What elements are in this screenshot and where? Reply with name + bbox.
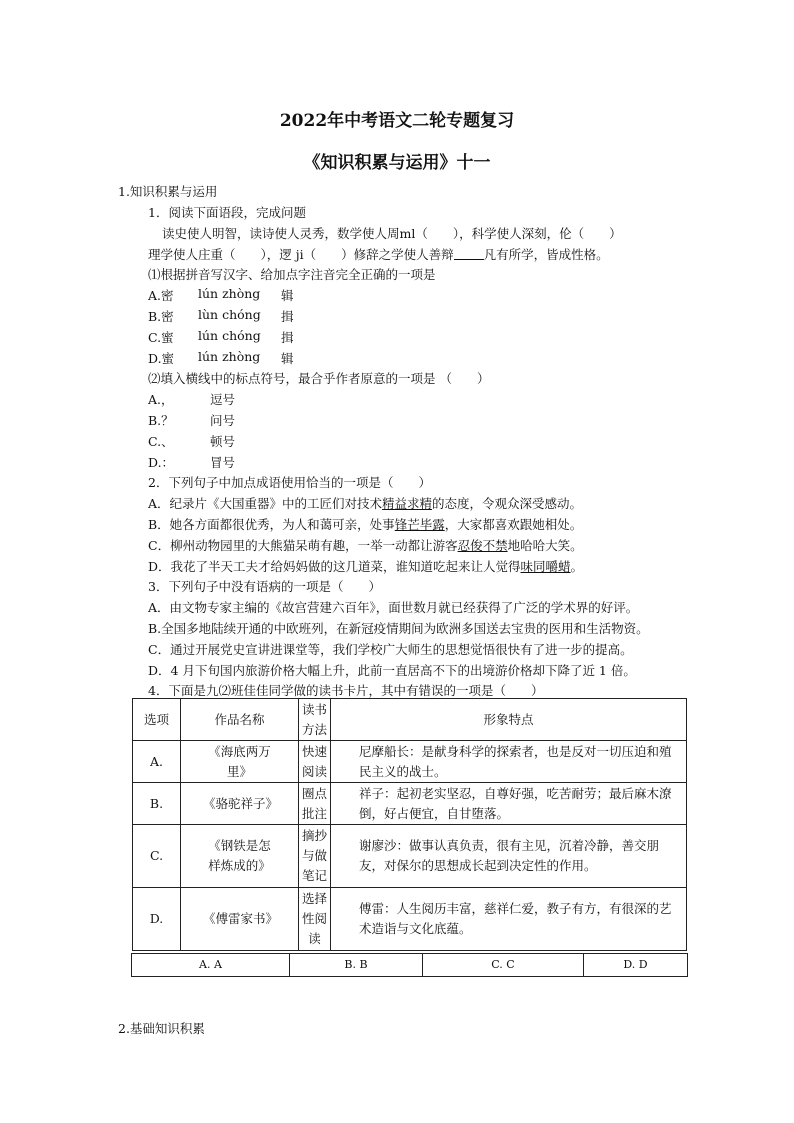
cell-traits: 谢廖沙：做事认真负责，很有主见，沉着冷静，善交朋友，对保尔的思想成长起到决定性的作用。 — [331, 825, 687, 888]
idiom: 味同嚼蜡 — [520, 559, 571, 574]
option-letter: D.： — [148, 455, 175, 470]
header-title: 作品名称 — [181, 699, 299, 741]
option-letter: C.、 — [148, 434, 174, 449]
section-heading-1: 1.知识积累与运用 — [118, 184, 218, 199]
q1-sub1-option — [148, 328, 294, 346]
q2-option-d — [148, 557, 583, 575]
section-heading-2: 2.基础知识积累 — [118, 1021, 205, 1036]
q3-option-d: D．4 月下旬国内旅游价格大幅上升，此前一直居高不下的出境游价格却下降了近 1 倍。 — [148, 663, 636, 678]
option-letter: B.？ — [148, 413, 174, 428]
cell-option: A. — [133, 741, 181, 783]
q1-paragraph-line2-a: 理学使人庄重（ ），逻 ji（ ）修辞之学使人善辩 — [148, 247, 454, 262]
table-row — [133, 783, 687, 825]
option-char: 揖 — [281, 309, 294, 324]
option-char: 辑 — [281, 288, 294, 303]
q2-stem: 2．下列句子中加点成语使用恰当的一项是（ ） — [148, 475, 431, 490]
table-row — [133, 741, 687, 783]
option-text: B．她各方面都很优秀，为人和蔼可亲，处事 — [148, 517, 395, 532]
idiom: 精益求精 — [382, 496, 433, 511]
q1-stem: 1．阅读下面语段，完成问题 — [148, 205, 306, 220]
option-text: ，大家都喜欢跟她相处。 — [444, 517, 583, 532]
q1-sub1: ⑴根据拼音写汉字、给加点字注音完全正确的一项是 — [148, 267, 436, 282]
option-letter: A.密 — [148, 288, 174, 303]
header-method: 读书方法 — [299, 699, 331, 741]
cell-option: B. — [133, 783, 181, 825]
option-pinyin: lún zhòng — [198, 349, 261, 364]
answer-option-d[interactable]: D. D — [584, 954, 688, 977]
q1-sub2-option — [148, 432, 236, 450]
option-pinyin: lùn chóng — [198, 307, 261, 322]
q1-paragraph-line1: 读史使人明智，读诗使人灵秀，数学使人周ml（ ），科学使人深刻，伦（ ） — [162, 226, 622, 241]
header-option: 选项 — [133, 699, 181, 741]
q3-option-a: A．由文物专家主编的《故宫营建六百年》，面世数月就已经获得了广泛的学术界的好评。 — [148, 600, 639, 615]
option-label: 逗号 — [210, 392, 236, 407]
option-text: A．纪录片《大国重器》中的工匠们对技术 — [148, 496, 383, 511]
q4-stem: 4．下面是九⑵班佳佳同学做的读书卡片，其中有错误的一项是（ ） — [148, 683, 544, 698]
page-title: 2022年中考语文二轮专题复习 — [279, 111, 515, 131]
q2-option-b — [148, 515, 582, 533]
q1-sub2-option — [148, 390, 236, 408]
punctuation-blank — [454, 247, 484, 260]
option-label: 冒号 — [210, 455, 236, 470]
cell-method: 摘抄与做笔记 — [299, 825, 331, 888]
cell-option: D. — [133, 888, 181, 951]
cell-title: 《傅雷家书》 — [181, 888, 299, 951]
idiom: 忍俊不禁 — [457, 538, 508, 553]
cell-traits: 祥子：起初老实坚忍，自尊好强，吃苦耐劳；最后麻木潦倒，好占便宜，自甘堕落。 — [331, 783, 687, 825]
option-letter: A.， — [148, 392, 174, 407]
q1-sub2-option — [148, 453, 236, 471]
cell-title: 《钢铁是怎样炼成的》 — [181, 825, 299, 888]
answer-option-c[interactable]: C. C — [423, 954, 584, 977]
table-row — [133, 888, 687, 951]
reading-card-table — [132, 698, 687, 951]
q1-paragraph-line2 — [148, 245, 609, 263]
option-char: 辑 — [281, 351, 294, 366]
option-letter: D.蜜 — [148, 351, 175, 366]
option-text: D．我花了半天工夫才给妈妈做的这几道菜，谁知道吃起来让人觉得 — [148, 559, 521, 574]
option-text: C．柳州动物园里的大熊猫呆萌有趣，一举一动都让游客 — [148, 538, 458, 553]
q1-paragraph-line2-b: 凡有所学，皆成性格。 — [483, 247, 609, 262]
cell-title: 《海底两万里》 — [181, 741, 299, 783]
q1-sub1-option — [148, 307, 294, 325]
cell-traits: 尼摩船长：是献身科学的探索者，也是反对一切压迫和殖民主义的战士。 — [331, 741, 687, 783]
option-text: 的态度，令观众深受感动。 — [432, 496, 583, 511]
q1-sub2: ⑵填入横线中的标点符号，最合乎作者原意的一项是 （ ） — [148, 371, 490, 386]
table-row — [133, 825, 687, 888]
header-traits: 形象特点 — [331, 699, 687, 741]
option-label: 顿号 — [210, 434, 236, 449]
table-header-row — [133, 699, 687, 741]
answer-option-b[interactable]: B. B — [290, 954, 423, 977]
option-pinyin: lún chóng — [198, 328, 261, 343]
answer-options-row — [131, 953, 688, 977]
cell-method: 圈点批注 — [299, 783, 331, 825]
option-pinyin: lún zhòng — [198, 286, 261, 301]
q1-sub2-option — [148, 411, 236, 429]
option-letter: C.蜜 — [148, 330, 174, 345]
option-label: 问号 — [210, 413, 236, 428]
answer-option-a[interactable]: A. A — [132, 954, 290, 977]
option-char: 揖 — [281, 330, 294, 345]
page-subtitle: 《知识积累与运用》十一 — [303, 153, 491, 173]
cell-title: 《骆驼祥子》 — [181, 783, 299, 825]
option-text: 。 — [570, 559, 584, 574]
q2-option-a — [148, 494, 582, 512]
option-letter: B.密 — [148, 309, 174, 324]
idiom: 锋芒毕露 — [394, 517, 445, 532]
q1-sub1-option — [148, 286, 294, 304]
q2-option-c — [148, 536, 583, 554]
q3-option-c: C．通过开展党史宣讲进课堂等，我们学校广大师生的思想觉悟很快有了进一步的提高。 — [148, 642, 633, 657]
q3-option-b: B.全国多地陆续开通的中欧班列，在新冠疫情期间为欧洲多国送去宝贵的医用和生活物资。 — [148, 621, 649, 636]
cell-method: 选择性阅读 — [299, 888, 331, 951]
cell-option: C. — [133, 825, 181, 888]
cell-method: 快速阅读 — [299, 741, 331, 783]
cell-traits: 傅雷：人生阅历丰富，慈祥仁爱，教子有方，有很深的艺术造诣与文化底蕴。 — [331, 888, 687, 951]
q1-sub1-option — [148, 349, 294, 367]
q3-stem: 3．下列句子中没有语病的一项是（ ） — [148, 579, 381, 594]
option-text: 地哈哈大笑。 — [507, 538, 583, 553]
